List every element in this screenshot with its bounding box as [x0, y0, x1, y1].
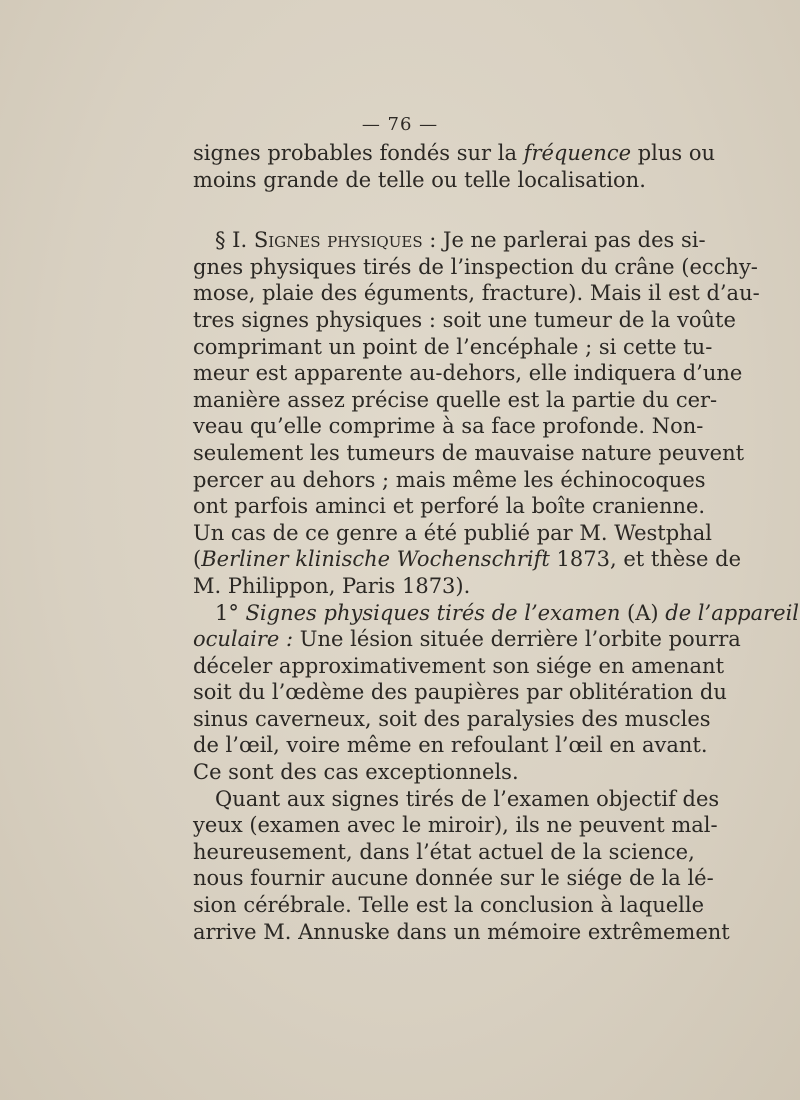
- text-span: Une lésion située derrière l’orbite pourra: [293, 627, 741, 652]
- text-line: sion cérébrale. Telle est la conclusion à laquelle: [193, 893, 705, 918]
- italic-journal-title: Berliner klinische Wochenschrift: [201, 547, 550, 572]
- text-line: ont parfois aminci et perforé la boîte cranienne.: [193, 494, 706, 519]
- text-line: tres signes physiques : soit une tumeur de la voûte: [193, 307, 736, 332]
- text-line: arrive M. Annuske dans un mémoire extrêmement: [193, 919, 730, 944]
- text-span: : Je ne parlerai pas des si-: [422, 228, 706, 253]
- text-span: signes probables fondés sur la: [193, 141, 524, 165]
- text-line: gnes physiques tirés de l’inspection du crâne (ecchy-: [193, 254, 758, 279]
- body-text: [193, 140, 800, 945]
- text-line: [193, 546, 741, 573]
- text-line: moins grande de telle ou telle localisation.: [193, 167, 646, 192]
- subsection-heading-line: [193, 600, 800, 627]
- subsection-number: 1°: [215, 600, 246, 625]
- text-line: comprimant un point de l’encéphale ; si cette tu-: [193, 334, 713, 359]
- text-line: [193, 140, 716, 167]
- text-line: nous fournir aucune donnée sur le siége de la lé-: [193, 866, 714, 891]
- text-line: de l’œil, voire même en refoulant l’œil en avant.: [193, 733, 708, 758]
- text-line: seulement les tumeurs de mauvaise nature peuvent: [193, 440, 745, 465]
- text-line: meur est apparente au-dehors, elle indiquera d’une: [193, 361, 743, 386]
- text-line: manière assez précise quelle est la partie du cer-: [193, 387, 718, 412]
- text-line: sinus caverneux, soit des paralysies des muscles: [193, 706, 711, 731]
- subsection-title-cont: de l’appareil: [665, 600, 800, 625]
- italic-term: fréquence: [523, 141, 632, 165]
- text-line: Quant aux signes tirés de l’examen objectif des: [215, 786, 720, 811]
- text-line: veau qu’elle comprime à sa face profonde. Non-: [193, 414, 704, 439]
- text-span: 1873, et thèse de: [549, 547, 741, 572]
- page-number: — 76 —: [361, 114, 439, 135]
- text-line: déceler approximativement son siége en amenant: [193, 653, 725, 678]
- section-title: Signes physiques: [253, 228, 423, 253]
- subsection-title: Signes physiques tirés de l’examen: [245, 600, 621, 625]
- text-line: M. Philippon, Paris 1873).: [193, 573, 471, 598]
- text-line: mose, plaie des éguments, fracture). Mais il est d’au-: [193, 281, 760, 306]
- section-number: § I.: [215, 228, 254, 253]
- section-heading-line: [193, 227, 706, 254]
- text-line: Ce sont des cas exceptionnels.: [193, 760, 519, 785]
- text-line: [193, 626, 741, 653]
- text-line: heureusement, dans l’état actuel de la science,: [193, 839, 695, 864]
- text-line: yeux (examen avec le miroir), ils ne peuvent mal-: [193, 813, 718, 838]
- text-line: percer au dehors ; mais même les échinocoques: [193, 467, 706, 492]
- text-span: (: [193, 547, 202, 572]
- text-line: soit du l’œdème des paupières par oblitération du: [193, 680, 727, 705]
- italic-term: oculaire :: [193, 627, 294, 652]
- text-line: Un cas de ce genre a été publié par M. Westphal: [193, 520, 712, 545]
- text-span: plus ou: [631, 141, 716, 165]
- subsection-marker: (A): [620, 600, 666, 625]
- paragraph-gap: [193, 193, 643, 227]
